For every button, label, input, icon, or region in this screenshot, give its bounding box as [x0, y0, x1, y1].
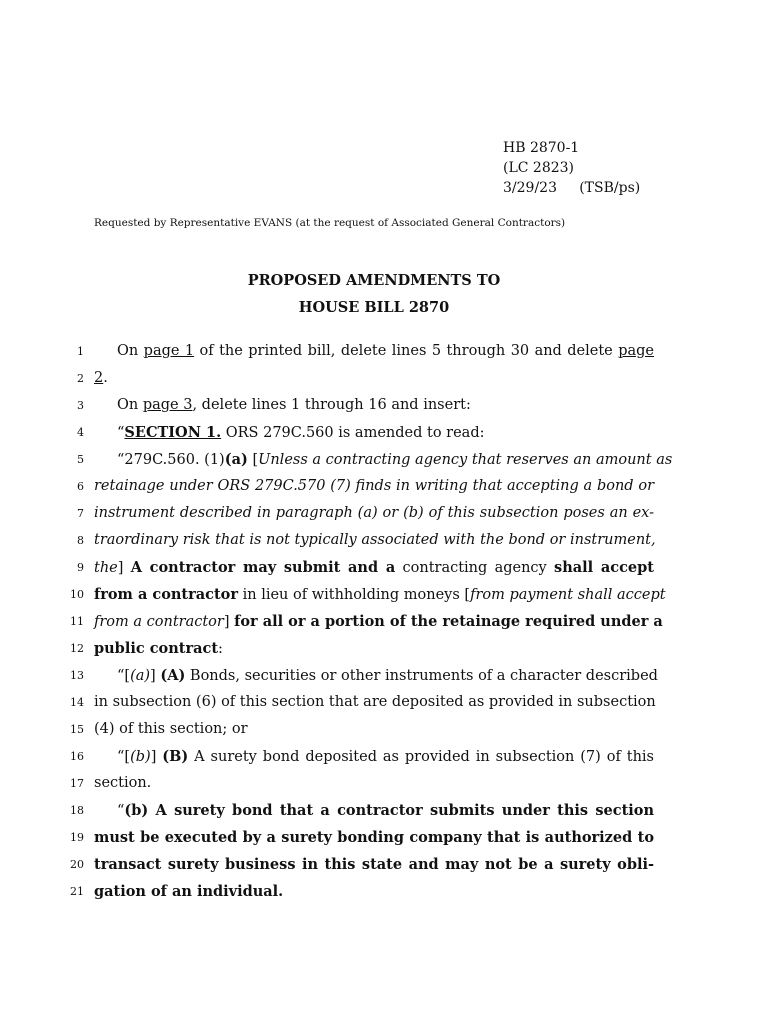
- text-line: [77, 527, 656, 554]
- text-segment: :: [218, 641, 223, 657]
- line-text: [94, 824, 654, 852]
- line-text: [94, 500, 654, 527]
- line-number: 5: [77, 453, 84, 466]
- text-segment: SECTION 1.: [124, 424, 222, 441]
- line-text: [94, 878, 654, 906]
- line-number: 2: [77, 372, 84, 385]
- line-text: [94, 662, 658, 690]
- line-number: 14: [70, 696, 84, 709]
- document-title-line-2: HOUSE BILL 2870: [298, 299, 450, 316]
- line-text: [94, 581, 666, 609]
- text-line: [70, 635, 654, 662]
- line-text: [94, 554, 654, 582]
- text-segment: (4) of this section; or: [94, 721, 248, 737]
- text-segment: of the printed bill, delete lines 5 through 30 and delete: [194, 343, 619, 359]
- text-segment: shall accept: [554, 559, 654, 576]
- bill-id: HB 2870-1: [503, 140, 580, 156]
- line-number: 3: [77, 399, 84, 412]
- line-text: [94, 797, 654, 825]
- text-line: [77, 392, 654, 419]
- text-line: [77, 338, 654, 365]
- bill-header: [503, 138, 640, 198]
- line-text: [94, 851, 654, 879]
- text-segment: (B): [162, 748, 189, 765]
- text-line: [77, 365, 654, 392]
- text-segment: must be executed by a surety bonding company that is authorized to: [94, 829, 654, 846]
- date-code: 3/29/23 (TSB/ps): [503, 180, 641, 196]
- line-number: 4: [77, 426, 84, 439]
- line-number: 16: [70, 750, 84, 763]
- text-segment: section.: [94, 775, 152, 791]
- line-text: [94, 473, 654, 500]
- text-segment: Unless a contracting agency that reserves an amount as: [258, 452, 673, 468]
- text-line: [70, 689, 656, 716]
- text-line: [70, 824, 654, 851]
- line-number: 1: [77, 345, 84, 358]
- requested-by-line: Requested by Representative EVANS (at the request of Associated General Contractors): [94, 217, 566, 229]
- line-number: 21: [70, 885, 84, 898]
- text-line: [77, 446, 673, 473]
- line-text: [94, 365, 654, 392]
- text-segment: transact surety business in this state and may not be a surety obli-: [94, 856, 654, 873]
- line-text: [94, 608, 663, 636]
- line-number: 11: [70, 615, 84, 628]
- text-segment: (a): [130, 668, 151, 684]
- line-number: 19: [70, 831, 84, 844]
- text-segment: ]: [150, 668, 161, 684]
- text-segment: instrument described in paragraph (a) or (b) of this subsection poses an ex-: [94, 505, 654, 521]
- text-line: [70, 797, 654, 824]
- text-segment: gation of an individual.: [94, 883, 284, 900]
- text-segment: page 1: [143, 343, 195, 359]
- text-line: [70, 878, 654, 905]
- text-segment: ]: [223, 614, 235, 630]
- text-segment: “: [117, 425, 125, 441]
- text-line: [77, 554, 654, 581]
- text-segment: from payment shall accept: [470, 587, 666, 603]
- line-text: [94, 689, 654, 716]
- line-number: 6: [77, 480, 84, 493]
- text-segment: in lieu of withholding moneys [: [238, 587, 471, 603]
- text-segment: A surety bond deposited as provided in subsection (7) of this: [188, 749, 654, 765]
- text-segment: (b) A surety bond that a contractor submits under this section: [124, 802, 654, 819]
- text-segment: contracting agency: [395, 560, 555, 576]
- text-segment: from a contractor: [94, 614, 224, 630]
- text-line: [70, 662, 658, 689]
- text-line: [70, 581, 666, 608]
- text-segment: On: [117, 343, 144, 359]
- text-segment: “: [117, 803, 125, 819]
- line-text: [94, 419, 654, 447]
- text-segment: retainage under ORS 279C.570 (7) finds in writing that accepting a bond or: [94, 478, 654, 494]
- text-line: [70, 851, 654, 878]
- line-number: 17: [70, 777, 84, 790]
- text-segment: 2: [94, 370, 104, 386]
- text-line: [70, 608, 663, 635]
- lc-number: (LC 2823): [503, 160, 575, 176]
- text-segment: (b): [130, 749, 151, 765]
- line-text: [94, 770, 654, 797]
- text-segment: the: [94, 560, 118, 576]
- text-segment: ORS 279C.560 is amended to read:: [221, 425, 485, 441]
- text-line: [77, 419, 654, 446]
- line-text: [94, 635, 654, 663]
- text-segment: “[: [117, 668, 131, 684]
- line-number: 12: [70, 642, 84, 655]
- text-segment: On: [117, 397, 143, 413]
- line-number: 10: [70, 588, 84, 601]
- text-segment: traordinary risk that is not typically associated with the bond or instrument,: [94, 532, 656, 548]
- text-segment: from a contractor: [94, 586, 238, 603]
- line-text: [94, 716, 654, 743]
- text-line: [70, 770, 654, 797]
- text-line: [70, 716, 654, 743]
- text-segment: [: [247, 452, 259, 468]
- text-segment: “279C.560. (1): [117, 452, 225, 468]
- text-segment: in subsection (6) of this section that are deposited as provided in subsection: [94, 694, 656, 710]
- text-line: [77, 500, 654, 527]
- text-segment: Bonds, securities or other instruments of a character described: [185, 668, 658, 684]
- line-number: 13: [70, 669, 84, 682]
- text-segment: ]: [117, 560, 131, 576]
- document-title-line-1: PROPOSED AMENDMENTS TO: [247, 272, 501, 289]
- line-number: 20: [70, 858, 84, 871]
- text-segment: page: [618, 343, 654, 359]
- line-text: [94, 392, 654, 419]
- text-segment: “[: [117, 749, 131, 765]
- line-number: 18: [70, 804, 84, 817]
- text-line: [77, 473, 654, 500]
- text-segment: page 3: [142, 397, 193, 413]
- text-segment: for all or a portion of the retainage required under a: [234, 613, 663, 630]
- text-line: [70, 743, 654, 770]
- text-segment: (A): [160, 667, 186, 684]
- line-number: 8: [77, 534, 84, 547]
- line-text: [94, 743, 654, 771]
- line-number: 9: [77, 561, 84, 574]
- line-number: 7: [77, 507, 84, 520]
- text-segment: public contract: [94, 640, 219, 657]
- line-text: [94, 527, 654, 554]
- text-segment: (a): [224, 451, 248, 468]
- line-number: 15: [70, 723, 84, 736]
- line-text: [94, 446, 673, 474]
- text-segment: A contractor may submit and a: [130, 559, 396, 576]
- line-text: [94, 338, 654, 365]
- text-segment: .: [103, 370, 108, 386]
- text-segment: ]: [150, 749, 163, 765]
- text-segment: , delete lines 1 through 16 and insert:: [192, 397, 471, 413]
